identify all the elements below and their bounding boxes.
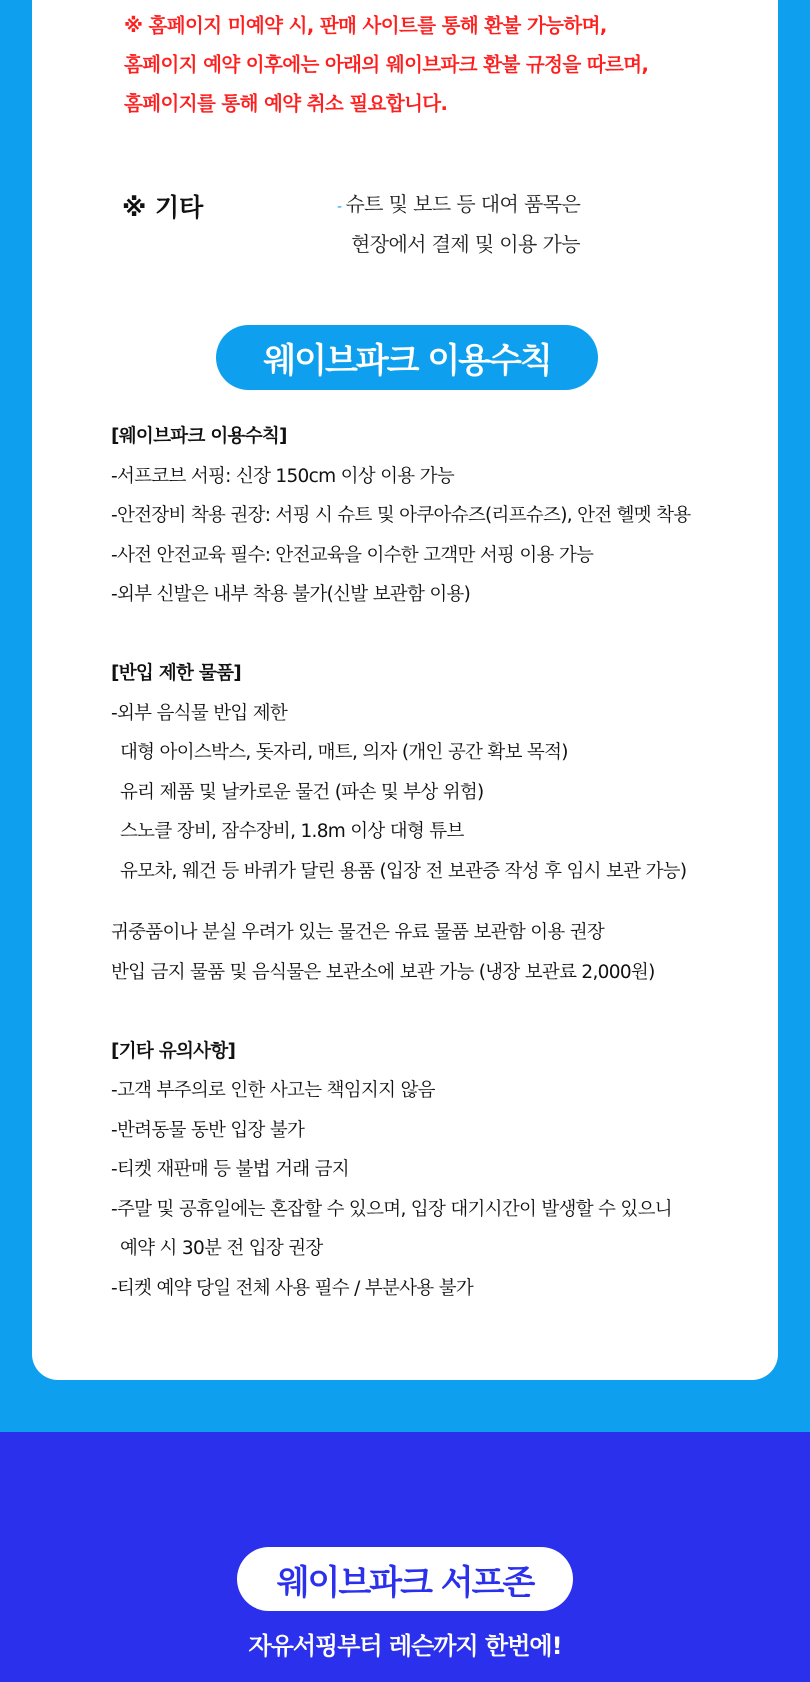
restricted-item: 유리 제품 및 날카로운 물건 (파손 및 부상 위험) — [120, 781, 484, 803]
storage-note: 귀중품이나 분실 우려가 있는 물건은 유료 물품 보관함 이용 권장 — [111, 922, 605, 943]
notice-line: 홈페이지 예약 이후에는 아래의 웨이브파크 환불 규정을 따르며, — [124, 53, 649, 76]
refund-notice — [124, 6, 648, 123]
restricted-item: -외부 음식물 반입 제한 — [111, 702, 288, 724]
other-description — [337, 186, 580, 263]
restricted-item: 유모차, 웨건 등 바퀴가 달린 용품 (입장 전 보관증 작성 후 임시 보관 가능) — [120, 860, 687, 882]
other-line: 현장에서 결제 및 이용 가능 — [351, 232, 580, 256]
rule-item: -외부 신발은 내부 착용 불가(신발 보관함 이용) — [111, 584, 471, 605]
etc-item: -반려동물 동반 입장 불가 — [111, 1119, 305, 1141]
etc-item: -티켓 재판매 등 불법 거래 금지 — [111, 1159, 349, 1180]
restricted-item: 스노클 장비, 잠수장비, 1.8m 이상 대형 튜브 — [120, 821, 464, 842]
notice-line: 홈페이지를 통해 예약 취소 필요합니다. — [124, 92, 448, 115]
rule-item: -사전 안전교육 필수: 안전교육을 이수한 고객만 서핑 이용 가능 — [111, 544, 594, 566]
notice-line: ※ 홈페이지 미예약 시, 판매 사이트를 통해 환불 가능하며, — [124, 14, 607, 37]
rule-item: -안전장비 착용 권장: 서핑 시 슈트 및 아쿠아슈즈(리프슈즈), 안전 헬멧 착용 — [111, 505, 691, 526]
dash-bullet: - — [337, 199, 342, 215]
etc-item: -티켓 예약 당일 전체 사용 필수 / 부분사용 불가 — [111, 1277, 474, 1299]
surf-zone-section — [0, 1432, 810, 1682]
other-line: 슈트 및 보드 등 대여 품목은 — [345, 192, 581, 216]
rules-list — [111, 417, 771, 1308]
etc-item: -주말 및 공휴일에는 혼잡할 수 있으며, 입장 대기시간이 발생할 수 있으니 — [111, 1198, 672, 1220]
rule-item: -서프코브 서핑: 신장 150cm 이상 이용 가능 — [111, 465, 454, 487]
etc-item: 예약 시 30분 전 입장 권장 — [120, 1238, 323, 1259]
usage-heading: [웨이브파크 이용수칙] — [111, 426, 287, 447]
restricted-heading: [반입 제한 물품] — [111, 663, 242, 684]
etc-item: -고객 부주의로 인한 사고는 책임지지 않음 — [111, 1080, 435, 1101]
storage-note: 반입 금지 물품 및 음식물은 보관소에 보관 가능 (냉장 보관료 2,000원) — [111, 961, 655, 983]
surf-zone-title-pill: 웨이브파크 서프존 — [237, 1547, 573, 1611]
surf-zone-subtitle: 자유서핑부터 레슨까지 한번에! — [248, 1632, 562, 1660]
restricted-item: 대형 아이스박스, 돗자리, 매트, 의자 (개인 공간 확보 목적) — [120, 742, 568, 763]
etc-heading: [기타 유의사항] — [111, 1040, 236, 1062]
other-title: ※ 기타 — [122, 193, 204, 222]
rules-title-pill: 웨이브파크 이용수칙 — [216, 325, 598, 390]
